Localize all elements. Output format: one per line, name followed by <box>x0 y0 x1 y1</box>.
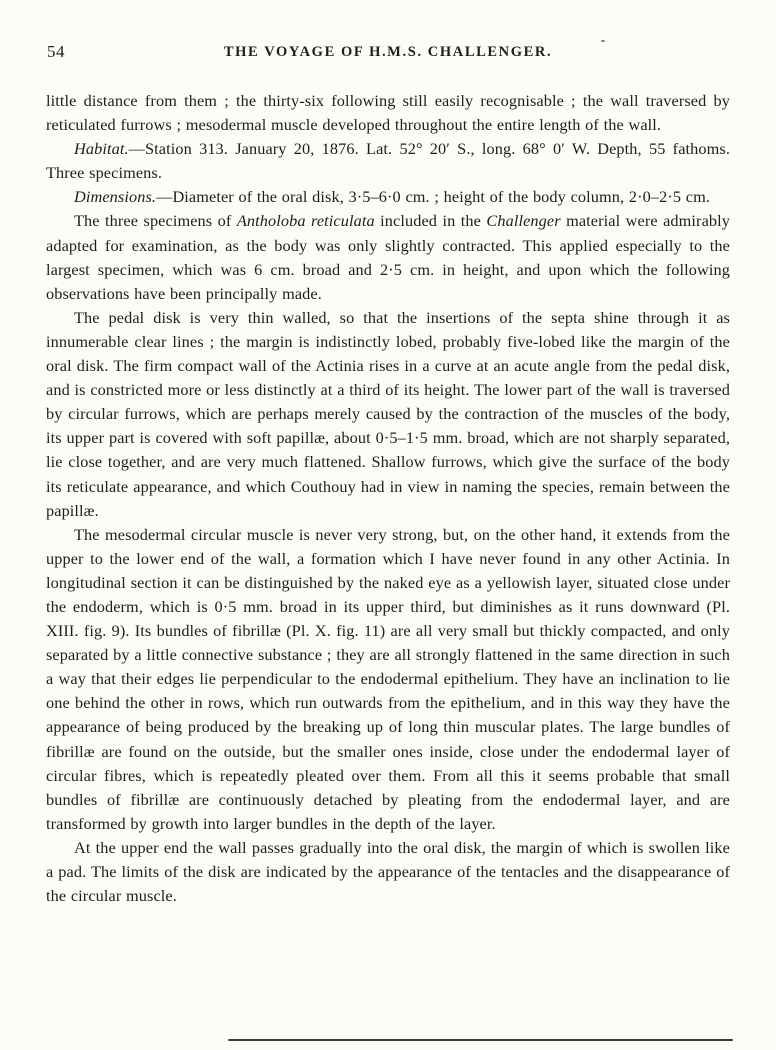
text-run: —Station 313. January 20, 1876. Lat. 52° 20′ S., long. 68° 0′ W. Depth, 55 fathoms. Three specimens. <box>46 139 730 183</box>
text-run: —Diameter of the oral disk, 3·5–6·0 cm. ; height of the body column, 2·0–2·5 cm. <box>156 187 711 207</box>
text-run-italic: Dimensions. <box>74 187 157 207</box>
page-body <box>46 89 730 908</box>
paragraph-pedal-disk <box>46 306 730 523</box>
paragraph-mesodermal-muscle <box>46 523 730 836</box>
text-run: included in the <box>374 211 487 231</box>
running-title: THE VOYAGE OF H.M.S. CHALLENGER. <box>223 44 553 60</box>
paragraph-habitat <box>46 137 730 185</box>
text-run: At the upper end the wall passes gradually into the oral disk, the margin of which is swollen like a pad. The limits of the disk are indicated by the appearance of the tentacles and the disappearance of the circular muscle. <box>46 837 730 906</box>
page-number: 54 <box>47 42 65 61</box>
text-run-italic: Antholoba reticulata <box>236 211 375 231</box>
text-run: The three specimens of <box>74 211 237 231</box>
page-header <box>46 42 730 64</box>
text-run-italic: Challenger <box>486 211 561 231</box>
text-run: material were admirably adapted for examination, as the body was only slightly contracted. This applied especially to the largest specimen, which was 6 cm. broad and 2·5 cm. in height, and upon which the following observations have been principally made. <box>46 211 730 303</box>
text-run-italic: Habitat. <box>74 139 129 159</box>
text-run: The pedal disk is very thin walled, so that the insertions of the septa shine through it as innumerable clear lines ; the margin is indistinctly lobed, probably five-lobed like the margin of the oral disk. The firm compact wall of the Actinia rises in a curve at an acute angle from the pedal disk, and is constricted more or less distinctly at a third of its height. The lower part of the wall is traversed by circular furrows, which are perhaps merely caused by the contraction of the muscles of the body, its upper part is covered with soft papillæ, about 0·5–1·5 mm. broad, which are not sharply separated, lie close together, and are very much flattened. Shallow furrows, which give the surface of the body its reticulate appearance, and which Couthouy had in view in naming the species, remain between the papillæ. <box>46 307 730 520</box>
paragraph-oral-disk <box>46 836 730 908</box>
text-run: little distance from them ; the thirty-six following still easily recognisable ; the wall traversed by reticulated furrows ; mesodermal muscle developed throughout the entire length of the wall. <box>46 91 730 135</box>
paragraph-dimensions <box>46 185 730 209</box>
scan-line-artifact <box>228 1039 733 1041</box>
text-run: The mesodermal circular muscle is never very strong, but, on the other hand, it extends from the upper to the lower end of the wall, a formation which I have never found in any other Actinia. In longitudinal section it can be distinguished by the naked eye as a yellowish layer, situated close under the endoderm, which is 0·5 mm. broad in its upper third, but diminishes as it runs downward (Pl. XIII. fig. 9). Its bundles of fibrillæ (Pl. X. fig. 11) are all very small but thickly compacted, and only separated by a little connective substance ; they are all strongly flattened in the same direction in such a way that their edges lie perpendicular to the endodermal epithelium. They have an inclination to lie one behind the other in rows, which run outwards from the epithelium, and in this way they have the appearance of being produced by the breaking up of long thin muscular plates. The large bundles of fibrillæ are found on the outside, but the smaller ones inside, close under the endodermal layer of circular fibres, which is repeatedly pleated over them. From all this it seems probable that small bundles of fibrillæ are continuously detached by pleating from the endodermal layer, and are transformed by growth into larger bundles in the depth of the layer. <box>46 524 730 833</box>
paragraph-specimens <box>46 209 730 305</box>
paragraph-continuation <box>46 89 730 137</box>
scan-speck-artifact <box>601 40 605 42</box>
